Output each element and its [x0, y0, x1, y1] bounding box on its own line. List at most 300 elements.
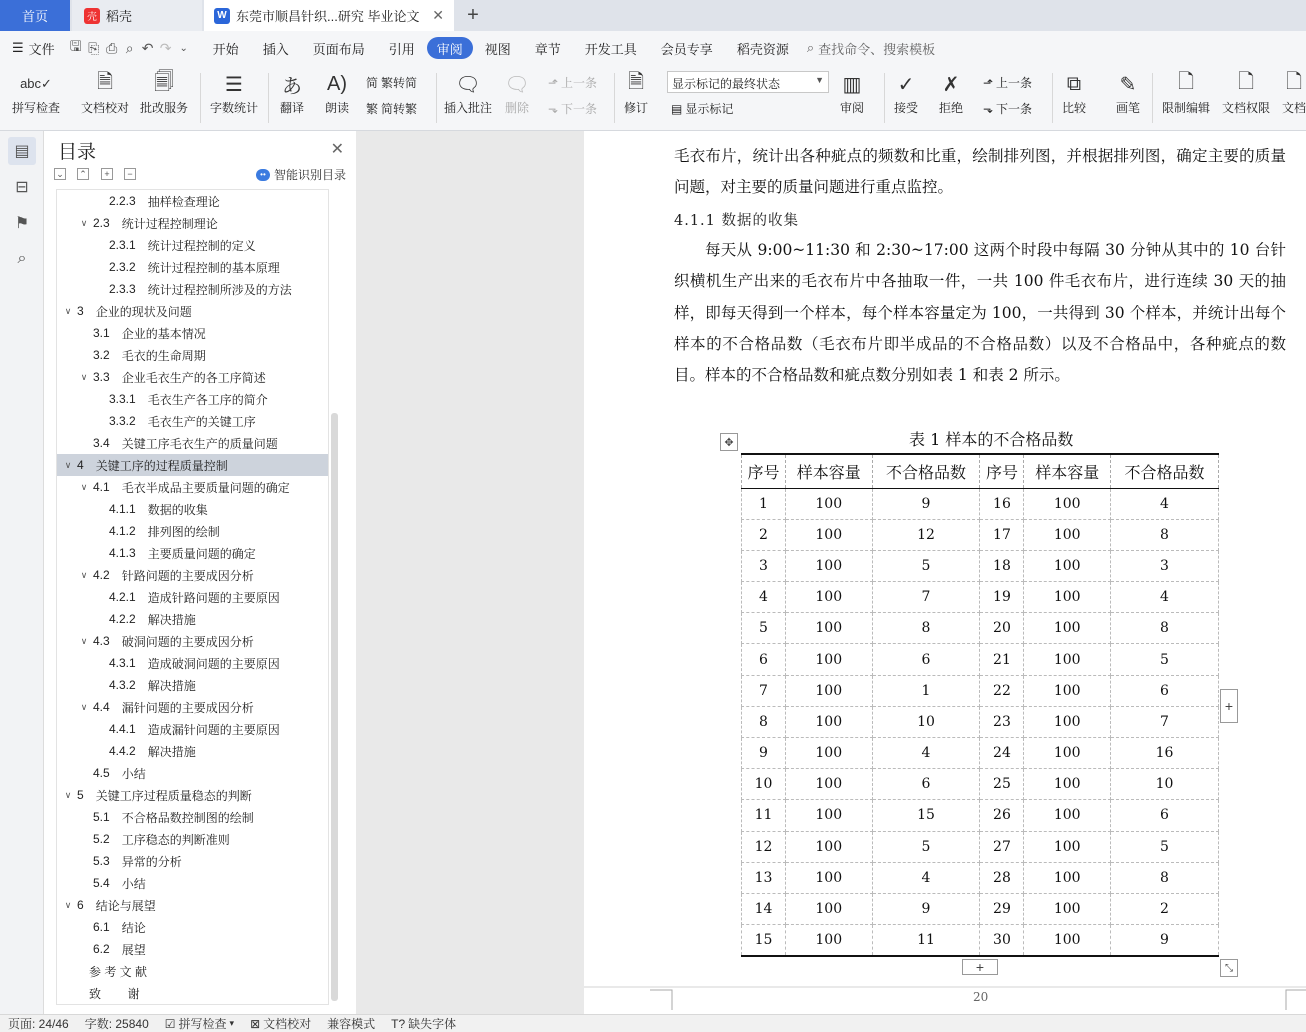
review-pane-label: 审阅	[839, 101, 864, 115]
toc-item-label: 统计过程控制的基本原理	[147, 260, 280, 275]
hamburger-icon: ☰	[12, 40, 24, 55]
tab-home-label: 首页	[21, 9, 48, 24]
table-cell[interactable]: 6	[742, 644, 786, 675]
toc-item-number: 3.3.2	[109, 414, 136, 428]
table-cell[interactable]: 15	[742, 925, 786, 956]
spell-check-button[interactable]	[12, 69, 60, 116]
toc-item[interactable]	[57, 520, 329, 542]
doc-permission-button[interactable]	[1222, 69, 1270, 116]
table-cell[interactable]: 4	[742, 582, 786, 613]
paragraph: 每天从 9:00~11:30 和 2:30~17:00 这两个时段中每隔 30 分钟从其中的 10 台针织横机生产出来的毛衣布片中各抽取一件，一共 100 件毛衣布片，进行连续 30 天的抽样，即每天得到一个样本，每个样本容量定为 100，一共得到 30 个样本，并统计出每个样本的不合格品数（毛衣布片即半成品的不合格品数）以及不合格品中，各种疵点的数目。样本的不合格品数和疵点数分别如表 1 和表 2 所示。	[674, 241, 1286, 385]
smart-toc-button[interactable]	[256, 166, 346, 183]
table-row	[742, 550, 1219, 581]
table-cell[interactable]: 100	[1024, 706, 1111, 737]
table-cell[interactable]: 4	[872, 862, 980, 893]
table-cell[interactable]: 5	[1111, 644, 1219, 675]
table-cell[interactable]: 6	[872, 769, 980, 800]
file-menu[interactable]	[0, 37, 67, 59]
file-menu-label: 文件	[28, 41, 55, 57]
table-cell[interactable]: 7	[1111, 706, 1219, 737]
table-cell[interactable]: 100	[785, 644, 872, 675]
toc-item[interactable]	[57, 388, 329, 410]
prev-change-button[interactable]	[983, 74, 1032, 91]
compare-button[interactable]	[1060, 69, 1088, 116]
toc-item[interactable]	[57, 454, 329, 476]
pen-label: 画笔	[1115, 101, 1140, 115]
tab-bar	[0, 0, 1306, 31]
toc-item-number: 6.1	[93, 920, 110, 934]
table-cell[interactable]: 4	[872, 738, 980, 769]
toc-item-label: 统计过程控制所涉及的方法	[147, 282, 292, 297]
toc-item[interactable]	[57, 476, 329, 498]
table-row	[742, 519, 1219, 550]
proofread-status[interactable]	[242, 1015, 319, 1032]
add-heading-icon[interactable]: +	[101, 168, 113, 180]
tab-document[interactable]	[204, 0, 454, 31]
reject-button[interactable]	[937, 69, 965, 116]
trad-to-simp-button[interactable]	[366, 74, 417, 91]
toc-item[interactable]	[57, 740, 329, 762]
restrict-edit-button[interactable]	[1162, 69, 1210, 116]
table-cell[interactable]: 27	[980, 831, 1024, 862]
toc-item[interactable]	[57, 652, 329, 674]
table-cell[interactable]: 5	[742, 613, 786, 644]
table-row	[742, 893, 1219, 924]
table-header-cell: 不合格品数	[872, 454, 980, 488]
toc-item[interactable]	[57, 982, 329, 1004]
redo-icon[interactable]: ↷	[159, 39, 172, 56]
toc-item-number: 2.3	[93, 216, 110, 230]
toc-item-number: 2.3.2	[109, 260, 136, 274]
search-icon: ⌕	[806, 40, 815, 55]
compare-label: 比较	[1061, 101, 1086, 115]
toc-item-number: 5.2	[93, 832, 110, 846]
table-cell[interactable]: 8	[1111, 613, 1219, 644]
table-cell[interactable]: 29	[980, 893, 1024, 924]
track-changes-label: 修订	[623, 101, 648, 115]
table-cell[interactable]: 8	[872, 613, 980, 644]
table-cell[interactable]: 6	[1111, 800, 1219, 831]
chevron-down-icon[interactable]: ∨	[64, 459, 72, 470]
toc-item[interactable]	[57, 344, 329, 366]
page-indicator[interactable]: 页面: 24/46	[8, 1017, 69, 1031]
toc-item-number: 3.4	[93, 436, 110, 450]
track-changes-button[interactable]	[622, 69, 650, 116]
table-cell[interactable]: 28	[980, 862, 1024, 893]
toc-item[interactable]	[57, 828, 329, 850]
toc-item-label: 毛衣的生命周期	[121, 348, 206, 363]
table-cell[interactable]: 100	[1024, 862, 1111, 893]
prev-comment-label: 上一条	[561, 76, 598, 90]
table-cell[interactable]: 100	[785, 550, 872, 581]
table-cell[interactable]: 7	[742, 675, 786, 706]
table-cell[interactable]: 100	[1024, 519, 1111, 550]
toc-item-number: 3.3.1	[109, 392, 136, 406]
chevron-down-icon[interactable]: ∨	[80, 371, 88, 382]
toc-item-label: 致 谢	[89, 986, 140, 1001]
menu-review[interactable]	[427, 37, 473, 59]
table-cell[interactable]: 12	[742, 831, 786, 862]
new-tab-button[interactable]: +	[467, 4, 479, 26]
table-cell[interactable]: 100	[785, 831, 872, 862]
toc-item[interactable]	[57, 674, 329, 696]
table-cell[interactable]: 100	[1024, 582, 1111, 613]
table-cell[interactable]: 100	[1024, 831, 1111, 862]
translate-icon: あ	[282, 75, 302, 98]
table-cell[interactable]: 11	[872, 925, 980, 956]
table-cell[interactable]: 10	[872, 706, 980, 737]
proofread-status-label: 文档校对	[263, 1017, 312, 1031]
menu-insert[interactable]	[251, 37, 301, 59]
next-comment-icon: ⬎	[548, 101, 559, 116]
batch-service-button[interactable]	[140, 69, 188, 116]
table-cell[interactable]: 100	[1024, 675, 1111, 706]
close-icon[interactable]: ✕	[432, 7, 444, 23]
toc-item[interactable]	[57, 256, 329, 278]
toc-item[interactable]	[57, 190, 329, 212]
show-markup-icon: ▤	[671, 101, 683, 116]
table-cell[interactable]: 13	[742, 862, 786, 893]
table-row	[742, 488, 1219, 519]
comment-icon: 🗨	[455, 73, 481, 96]
print-icon[interactable]: ⎙	[106, 39, 118, 56]
sample-table	[741, 453, 1219, 957]
add-row-button[interactable]: +	[962, 959, 998, 975]
delete-comment-button[interactable]	[503, 69, 531, 116]
toc-item[interactable]	[57, 366, 329, 388]
table-cell[interactable]: 100	[1024, 550, 1111, 581]
chevron-down-icon[interactable]: ∨	[64, 789, 72, 800]
spell-check-status[interactable]	[157, 1015, 242, 1032]
toc-item[interactable]	[57, 784, 329, 806]
toc-item-label: 毛衣生产各工序的简介	[147, 392, 268, 407]
table-cell[interactable]: 10	[742, 769, 786, 800]
simp-trad-icon: 繁	[366, 102, 379, 116]
table-cell[interactable]: 100	[1024, 893, 1111, 924]
table-cell[interactable]: 9	[872, 893, 980, 924]
toc-item-label: 企业毛衣生产的各工序简述	[121, 370, 266, 385]
pen-button[interactable]	[1114, 69, 1142, 116]
toc-item-label: 统计过程控制的定义	[147, 238, 256, 253]
table-cell[interactable]: 8	[742, 706, 786, 737]
toc-item-number: 5	[77, 788, 84, 802]
toc-item[interactable]	[57, 234, 329, 256]
table-cell[interactable]: 30	[980, 925, 1024, 956]
accept-icon: ✓	[897, 73, 915, 96]
toc-item[interactable]	[57, 916, 329, 938]
doc-proofread-label: 文档校对	[81, 101, 130, 115]
table-cell[interactable]: 100	[785, 738, 872, 769]
toc-item-number: 4.2.2	[109, 612, 136, 626]
table-cell[interactable]: 100	[1024, 738, 1111, 769]
toc-item[interactable]	[57, 278, 329, 300]
toc-item-label: 漏针问题的主要成因分析	[121, 700, 254, 715]
toc-item-label: 小结	[121, 876, 146, 891]
chevron-down-icon[interactable]: ∨	[80, 569, 88, 580]
table-cell[interactable]: 21	[980, 644, 1024, 675]
collapse-icon[interactable]: ⌄	[54, 168, 66, 180]
chevron-down-icon[interactable]: ∨	[80, 217, 88, 228]
table-cell[interactable]: 100	[785, 675, 872, 706]
spell-check-icon: abc✓	[20, 76, 52, 91]
table-cell[interactable]: 8	[1111, 862, 1219, 893]
table-cell[interactable]: 26	[980, 800, 1024, 831]
chevron-down-icon[interactable]: ∨	[80, 481, 88, 492]
table-cell[interactable]: 100	[785, 519, 872, 550]
reject-label: 拒绝	[938, 101, 963, 115]
missing-font-status[interactable]	[383, 1015, 464, 1032]
remove-heading-icon[interactable]: −	[124, 168, 136, 180]
table-cell[interactable]: 11	[742, 800, 786, 831]
toc-item[interactable]	[57, 806, 329, 828]
toc-item-label: 企业的基本情况	[121, 326, 206, 341]
table-cell[interactable]: 100	[785, 800, 872, 831]
read-aloud-button[interactable]	[323, 69, 351, 116]
proofread-icon: 🗎	[96, 71, 114, 93]
toc-item[interactable]	[57, 960, 329, 982]
table-cell[interactable]: 100	[785, 925, 872, 956]
chevron-down-icon[interactable]: ⌄	[179, 42, 188, 54]
table-cell[interactable]: 100	[1024, 800, 1111, 831]
menu-devtools-label: 开发工具	[584, 41, 637, 57]
table-cell[interactable]: 24	[980, 738, 1024, 769]
prev-comment-button[interactable]	[548, 74, 597, 91]
toc-item-number: 4.4.2	[109, 744, 136, 758]
table-header-cell: 序号	[980, 454, 1024, 488]
table-cell[interactable]: 8	[1111, 519, 1219, 550]
simp-to-trad-button[interactable]	[366, 100, 417, 117]
command-search[interactable]	[807, 39, 935, 58]
chapter-nav-icon[interactable]: ⊟	[15, 179, 29, 196]
insert-comment-button[interactable]	[444, 69, 492, 116]
doc-icon: 🗋	[1285, 71, 1303, 93]
add-column-button[interactable]: +	[1220, 689, 1238, 723]
table-row	[742, 925, 1219, 956]
menu-start[interactable]	[201, 37, 251, 59]
prev-change-icon: ⬏	[983, 75, 994, 90]
table-cell[interactable]: 5	[1111, 831, 1219, 862]
table-cell[interactable]: 16	[980, 488, 1024, 519]
toc-item[interactable]	[57, 300, 329, 322]
show-markup-button[interactable]	[671, 100, 733, 117]
table-cell[interactable]: 9	[742, 738, 786, 769]
table-cell[interactable]: 100	[785, 488, 872, 519]
toc-item-label: 解决措施	[147, 678, 196, 693]
side-navigation-strip	[0, 131, 44, 1014]
table-cell[interactable]: 6	[1111, 675, 1219, 706]
toc-item-number: 4.4.1	[109, 722, 136, 736]
toc-item-number: 4.2.1	[109, 590, 136, 604]
menu-view-label: 视图	[484, 41, 511, 57]
table-caption: 表 1 样本的不合格品数	[909, 430, 1074, 449]
table-cell[interactable]: 3	[1111, 550, 1219, 581]
table-cell[interactable]: 2	[1111, 893, 1219, 924]
toc-item[interactable]	[57, 212, 329, 234]
table-cell[interactable]: 100	[1024, 644, 1111, 675]
accept-label: 接受	[893, 101, 918, 115]
menu-daoke-resources[interactable]	[725, 37, 801, 59]
table-cell[interactable]: 1	[872, 675, 980, 706]
menu-daoke-label: 稻壳资源	[736, 41, 789, 57]
table-cell[interactable]: 12	[872, 519, 980, 550]
word-count-button[interactable]	[210, 69, 258, 116]
tab-home[interactable]	[0, 0, 70, 31]
toc-scrollbar[interactable]	[331, 413, 338, 1001]
compat-mode-status: 兼容模式	[327, 1017, 376, 1031]
table-cell[interactable]: 20	[980, 613, 1024, 644]
status-bar	[0, 1014, 1306, 1032]
table-cell[interactable]: 100	[785, 582, 872, 613]
menu-view[interactable]	[473, 37, 523, 59]
toc-item[interactable]	[57, 696, 329, 718]
next-change-label: 下一条	[996, 102, 1033, 116]
export-icon[interactable]: ⎘	[88, 39, 100, 56]
doc-proofread-button[interactable]	[81, 69, 129, 116]
menu-member[interactable]	[649, 37, 725, 59]
table-cell[interactable]: 16	[1111, 738, 1219, 769]
review-pane-button[interactable]	[838, 69, 866, 116]
preview-icon[interactable]: ⌕	[125, 39, 134, 56]
table-row	[742, 769, 1219, 800]
tab-daoke-label: 稻壳	[106, 9, 133, 24]
doc-permission-label: 文档权限	[1222, 101, 1271, 115]
toc-item-label: 不合格品数控制图的绘制	[121, 810, 254, 825]
undo-icon[interactable]: ↶	[141, 39, 154, 56]
next-comment-button[interactable]	[548, 100, 597, 117]
move-table-icon[interactable]: ✥	[720, 433, 738, 451]
toc-item-number: 4	[77, 458, 84, 472]
toc-item-label: 统计过程控制理论	[121, 216, 218, 231]
expand-icon[interactable]: ⌃	[77, 168, 89, 180]
menu-layout[interactable]	[301, 37, 377, 59]
table-cell[interactable]: 6	[872, 644, 980, 675]
translate-label: 翻译	[279, 101, 304, 115]
toc-item-number: 3.2	[93, 348, 110, 362]
tab-daoke[interactable]	[72, 0, 202, 31]
chevron-down-icon[interactable]: ∨	[64, 305, 72, 316]
toc-panel	[44, 131, 356, 1014]
toc-item-label: 结论与展望	[95, 898, 156, 913]
table-cell[interactable]: 100	[785, 862, 872, 893]
table-cell[interactable]: 100	[1024, 488, 1111, 519]
toc-item[interactable]	[57, 630, 329, 652]
table-cell[interactable]: 22	[980, 675, 1024, 706]
table-cell[interactable]: 14	[742, 893, 786, 924]
table-cell[interactable]: 10	[1111, 769, 1219, 800]
checkbox-icon: ☑	[164, 1016, 176, 1031]
resize-table-icon[interactable]: ⤡	[1220, 959, 1238, 977]
table-cell[interactable]: 100	[1024, 925, 1111, 956]
table-cell[interactable]: 2	[742, 519, 786, 550]
translate-button[interactable]	[278, 69, 306, 116]
tab-document-label: 东莞市顺昌针织...研究 毕业论文	[236, 9, 420, 24]
save-icon[interactable]: 🖫	[69, 38, 82, 54]
next-change-button[interactable]	[983, 100, 1032, 117]
table-cell[interactable]: 1	[742, 488, 786, 519]
toc-item[interactable]	[57, 762, 329, 784]
toc-item-number: 4.5	[93, 766, 110, 780]
toc-item-number: 4.1.3	[109, 546, 136, 560]
search-icon[interactable]: ⌕	[17, 250, 27, 267]
delete-comment-icon: 🗨	[504, 73, 530, 96]
bookmark-icon[interactable]: ⚑	[14, 215, 30, 232]
word-count-indicator[interactable]: 字数: 25840	[84, 1017, 149, 1031]
chevron-down-icon[interactable]: ∨	[80, 701, 88, 712]
table-cell[interactable]: 25	[980, 769, 1024, 800]
toc-item[interactable]	[57, 938, 329, 960]
toc-item-number: 6.2	[93, 942, 110, 956]
toc-item[interactable]	[57, 718, 329, 740]
font-icon: T?	[391, 1016, 406, 1031]
table-cell[interactable]: 100	[785, 893, 872, 924]
table-cell[interactable]: 4	[1111, 488, 1219, 519]
toc-item[interactable]	[57, 410, 329, 432]
close-icon[interactable]: ✕	[330, 141, 344, 158]
toc-panel-icon[interactable]: ▤	[8, 137, 36, 165]
permission-icon: 🗋	[1237, 71, 1255, 93]
table-cell[interactable]: 17	[980, 519, 1024, 550]
review-pane-icon: ▥	[842, 73, 862, 96]
toc-panel-title: 目录	[58, 142, 97, 163]
next-comment-label: 下一条	[561, 102, 598, 116]
table-cell[interactable]: 18	[980, 550, 1024, 581]
table-cell[interactable]: 5	[872, 831, 980, 862]
chevron-down-icon[interactable]: ∨	[80, 635, 88, 646]
markup-state-select[interactable]	[667, 71, 829, 93]
toc-item[interactable]	[57, 322, 329, 344]
table-cell[interactable]: 100	[785, 613, 872, 644]
table-cell[interactable]: 100	[1024, 769, 1111, 800]
table-cell[interactable]: 100	[785, 706, 872, 737]
lock-icon: 🗋	[1177, 71, 1195, 93]
page-gutter	[356, 131, 584, 1014]
toc-item[interactable]	[57, 894, 329, 916]
table-cell[interactable]: 5	[872, 550, 980, 581]
toc-item[interactable]	[57, 542, 329, 564]
table-cell[interactable]: 100	[785, 769, 872, 800]
toc-item[interactable]	[57, 432, 329, 454]
toc-item[interactable]	[57, 872, 329, 894]
menu-devtools[interactable]	[573, 37, 649, 59]
doc-more-button[interactable]	[1280, 69, 1306, 116]
toc-item[interactable]	[57, 850, 329, 872]
table-cell[interactable]: 9	[872, 488, 980, 519]
toc-item[interactable]	[57, 608, 329, 630]
toc-item[interactable]	[57, 498, 329, 520]
toc-item[interactable]	[57, 564, 329, 586]
table-cell[interactable]: 19	[980, 582, 1024, 613]
accept-button[interactable]	[892, 69, 920, 116]
table-cell[interactable]: 23	[980, 706, 1024, 737]
table-row	[742, 831, 1219, 862]
table-cell[interactable]: 7	[872, 582, 980, 613]
chevron-down-icon[interactable]: ∨	[64, 899, 72, 910]
toc-item-number: 5.3	[93, 854, 110, 868]
toc-item[interactable]	[57, 586, 329, 608]
trad-to-simp-label: 繁转简	[381, 76, 418, 90]
table-cell[interactable]: 9	[1111, 925, 1219, 956]
table-cell[interactable]: 15	[872, 800, 980, 831]
table-cell[interactable]: 100	[1024, 613, 1111, 644]
table-cell[interactable]: 3	[742, 550, 786, 581]
toc-item-number: 4.3	[93, 634, 110, 648]
menu-references[interactable]	[377, 37, 427, 59]
trad-simp-icon: 简	[366, 76, 379, 90]
menu-chapter[interactable]	[523, 37, 573, 59]
table-header-cell: 不合格品数	[1111, 454, 1219, 488]
table-cell[interactable]: 4	[1111, 582, 1219, 613]
separator	[1152, 73, 1153, 123]
